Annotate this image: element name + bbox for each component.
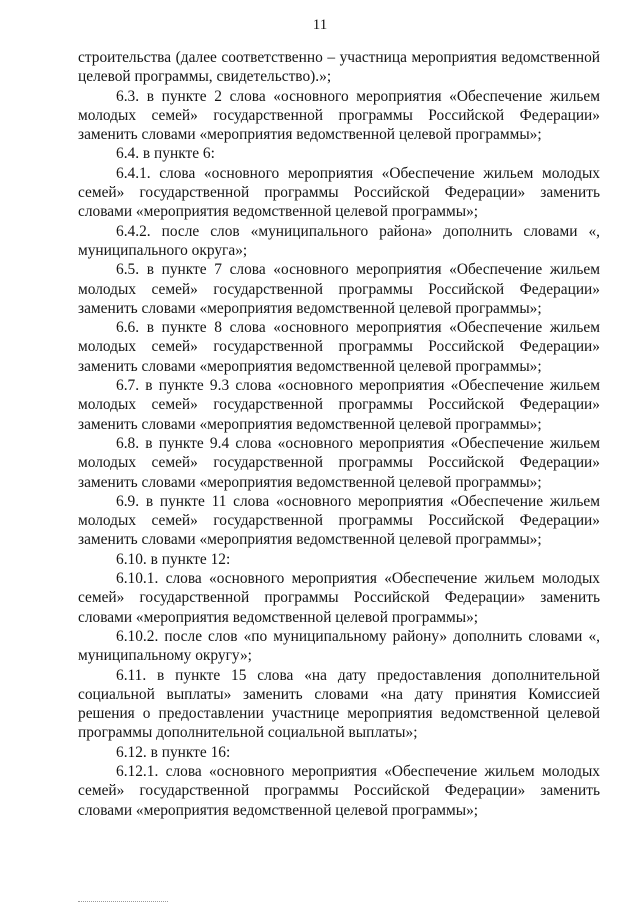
paragraph-6-10-2: 6.10.2. после слов «по муниципальному району» дополнить словами «, муниципальному округу»;: [78, 627, 600, 665]
document-body: [78, 48, 600, 820]
paragraph-6-11: 6.11. в пункте 15 слова «на дату предоставления дополнительной социальной выплаты» заменить словами «на дату принятия Комиссией решения о предоставлении участнице мероприятия ведомственной целевой программы дополнительной социальной выплаты»;: [78, 666, 600, 742]
paragraph-6-3: 6.3. в пункте 2 слова «основного мероприятия «Обеспечение жильем молодых семей» государственной программы Российской Федерации» заменить словами «мероприятия ведомственной целевой программы»;: [78, 87, 600, 144]
paragraph-6-6: 6.6. в пункте 8 слова «основного мероприятия «Обеспечение жильем молодых семей» государственной программы Российской Федерации» заменить словами «мероприятия ведомственной целевой программы»;: [78, 319, 600, 375]
scan-edge-mark: [78, 901, 168, 905]
page-number: 11: [312, 17, 328, 33]
paragraph-6-4-2: 6.4.2. после слов «муниципального района» дополнить словами «, муниципального округа»;: [78, 222, 600, 259]
paragraph-6-10: 6.10. в пункте 12:: [116, 550, 231, 568]
paragraph-6-10-1: 6.10.1. слова «основного мероприятия «Обеспечение жильем молодых семей» государственной программы Российской Федерации» заменить словами «мероприятия ведомственной целевой программы»;: [78, 570, 600, 626]
paragraph-continuation: строительства (далее соответственно – участница мероприятия ведомственной целевой программы, свидетельство).»;: [78, 49, 600, 86]
paragraph-6-4: 6.4. в пункте 6:: [116, 145, 215, 163]
paragraph-6-12-1: 6.12.1. слова «основного мероприятия «Обеспечение жильем молодых семей» государственной программы Российской Федерации» заменить словами «мероприятия ведомственной целевой программы»;: [78, 762, 600, 819]
paragraph-6-7: 6.7. в пункте 9.3 слова «основного мероприятия «Обеспечение жильем молодых семей» государственной программы Российской Федерации» заменить словами «мероприятия ведомственной целевой программы»;: [78, 377, 600, 433]
paragraph-6-5: 6.5. в пункте 7 слова «основного мероприятия «Обеспечение жильем молодых семей» государственной программы Российской Федерации» заменить словами «мероприятия ведомственной целевой программы»;: [78, 261, 600, 317]
paragraph-6-9: 6.9. в пункте 11 слова «основного мероприятия «Обеспечение жильем молодых семей» государственной программы Российской Федерации» заменить словами «мероприятия ведомственной целевой программы»;: [78, 492, 600, 549]
paragraph-6-12: 6.12. в пункте 16:: [116, 743, 231, 761]
paragraph-6-4-1: 6.4.1. слова «основного мероприятия «Обеспечение жильем молодых семей» государственной программы Российской Федерации» заменить словами «мероприятия ведомственной целевой программы»;: [78, 164, 600, 221]
paragraph-6-8: 6.8. в пункте 9.4 слова «основного мероприятия «Обеспечение жильем молодых семей» государственной программы Российской Федерации» заменить словами «мероприятия ведомственной целевой программы»;: [78, 434, 600, 491]
